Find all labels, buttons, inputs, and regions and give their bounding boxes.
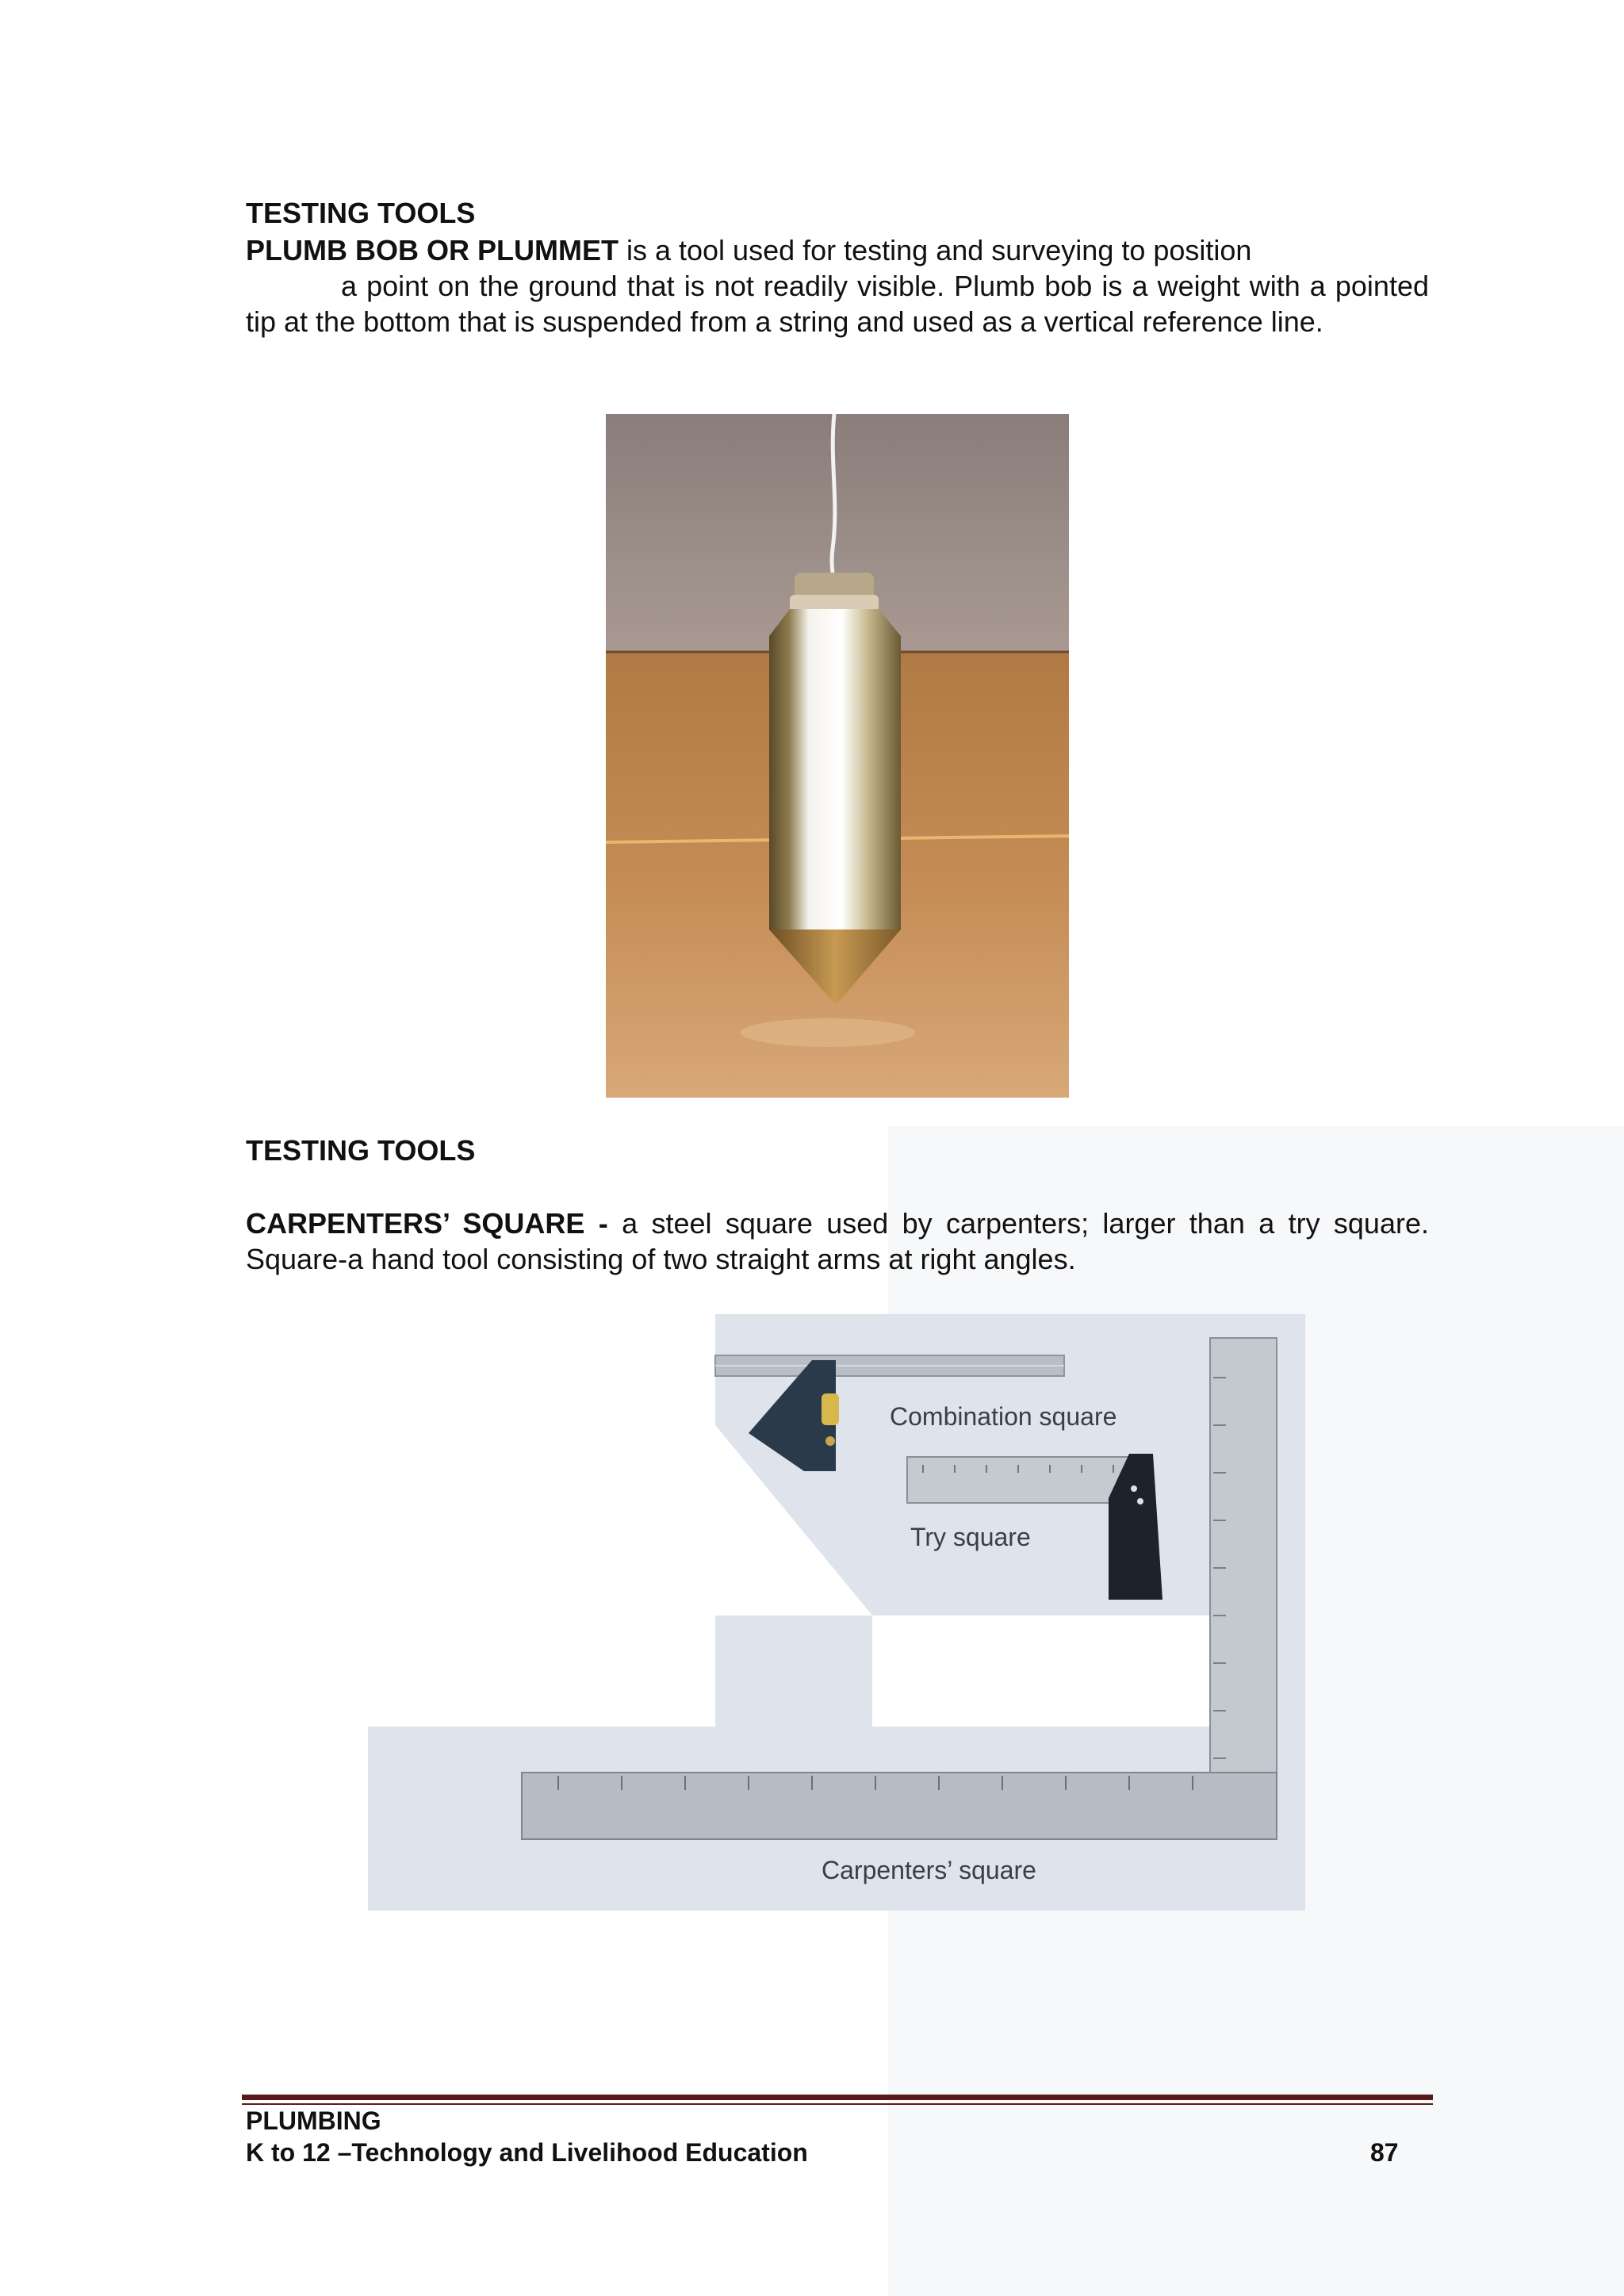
section-heading-testing-tools-2: TESTING TOOLS bbox=[246, 1134, 476, 1167]
plumb-bob-illustration bbox=[606, 414, 1069, 1098]
section-heading-testing-tools-1: TESTING TOOLS bbox=[246, 197, 476, 229]
plumb-bob-text-line1: is a tool used for testing and surveying to position bbox=[626, 234, 1252, 266]
carpenters-square-term: CARPENTERS’ SQUARE - bbox=[246, 1207, 608, 1240]
footer-course: K to 12 –Technology and Livelihood Education bbox=[246, 2138, 808, 2167]
plumb-bob-photo bbox=[606, 414, 1069, 1098]
footer-rule-thick bbox=[242, 2095, 1433, 2100]
footer-subject: PLUMBING bbox=[246, 2106, 381, 2135]
plumb-bob-description bbox=[246, 232, 1429, 339]
label-try-square: Try square bbox=[910, 1523, 1031, 1551]
squares-photo bbox=[368, 1314, 1305, 1911]
plumb-bob-text-rest: a point on the ground that is not readily visible. Plumb bob is a weight with a pointed tip at the bottom that is suspended from a string and used as a vertical reference line. bbox=[246, 270, 1429, 338]
page-number: 87 bbox=[1370, 2138, 1399, 2167]
footer-rule-thin bbox=[242, 2103, 1433, 2105]
label-carpenters-square: Carpenters’ square bbox=[822, 1856, 1036, 1884]
carpenters-square-description bbox=[246, 1205, 1429, 1277]
plumb-bob-term: PLUMB BOB OR PLUMMET bbox=[246, 234, 619, 266]
carpenters-square-text: a steel square used by carpenters; larger than a try square. Square-a hand tool consisting of two straight arms at right angles. bbox=[246, 1207, 1429, 1275]
label-combination-square: Combination square bbox=[890, 1402, 1117, 1431]
squares-illustration bbox=[368, 1314, 1305, 1911]
